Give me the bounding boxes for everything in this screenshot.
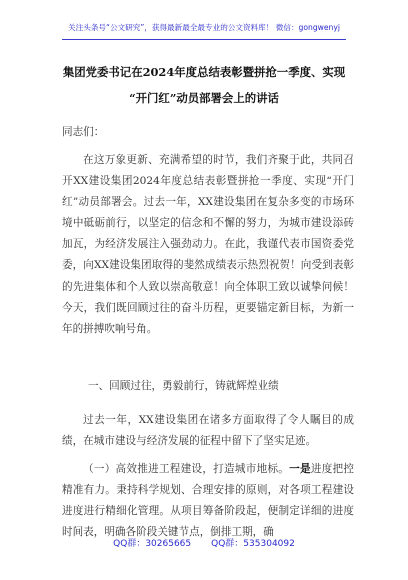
paragraph-2: 过去一年，XX建设集团在诸多方面取得了令人瞩目的成绩，在城市建设与经济发展的征程中留下了坚实足迹。 <box>62 414 354 448</box>
header-divider <box>62 39 346 40</box>
section-heading-1: 一、回顾过往，勇毅前行，铸就辉煌业绩 <box>88 380 279 392</box>
footer-qq-1: QQ群：30265665 <box>113 539 192 549</box>
footer-qq-groups <box>0 536 408 549</box>
paragraph-3-bold-lead: 一是 <box>289 463 311 475</box>
document-title-line2: “开门红”动员部署会上的讲话 <box>129 91 279 105</box>
footer-qq-2: QQ群：535304092 <box>211 539 295 549</box>
paragraph-3-prefix: （一）高效推进工程建设，打造城市地标。 <box>83 463 290 475</box>
greeting: 同志们： <box>62 126 105 138</box>
document-title-line1: 集团党委书记在2024年度总结表彰暨拼抢一季度、实现 <box>62 65 346 79</box>
header-banner: 关注头条号“公文研究”，获得最新最全最专业的公文资料库！ 微信：gongwenyj <box>68 23 340 32</box>
paragraph-3 <box>62 459 354 543</box>
paragraph-3-rest: 进度把控精准有力。秉持科学规划、合理安排的原则，对各项工程建设进度进行精细化管理。从项目筹备阶段起，便制定详细的进度时间表，明确各阶段关键节点，倒排工期，确 <box>62 463 355 539</box>
paragraph-1: 在这万象更新、充满希望的时节，我们齐聚于此，共同召开XX建设集团2024年度总结表彰暨拼抢一季度、实现“开门红”动员部署会。过去一年，XX建设集团在复杂多变的市场环境中砥砺前行，以坚定的信念和不懈的努力，为城市建设添砖加瓦，为经济发展注入强劲动力。在此，我谨代表市国资委党委，向XX建设集团取得的斐然成绩表示热烈祝贺！向受到表彰的先进集体和个人致以崇高敬意！向全体职工致以诚挚问候！今天，我们既回顾过往的奋斗历程，更要锚定新目标，为新一年的拼搏吹响号角。 <box>62 154 354 335</box>
